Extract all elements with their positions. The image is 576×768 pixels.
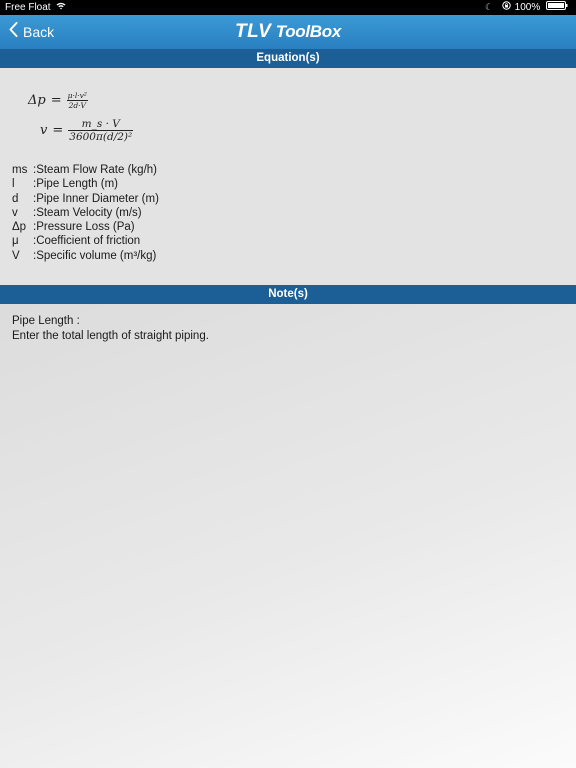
app-title-suffix: ToolBox <box>271 22 342 41</box>
variable-description: :Pressure Loss (Pa) <box>33 221 135 234</box>
status-left <box>5 0 66 15</box>
formula-lhs: v <box>40 123 48 138</box>
formula-fraction <box>68 118 133 143</box>
note-title: Pipe Length : <box>12 315 80 327</box>
equation-panel <box>0 68 576 285</box>
formula-lhs: Δp <box>28 93 46 108</box>
formula-equals: = <box>50 93 62 108</box>
notes-panel <box>0 304 576 768</box>
variable-description: :Steam Flow Rate (kg/h) <box>33 164 157 176</box>
variable-symbol: l <box>12 178 15 191</box>
list-item <box>12 163 159 177</box>
back-label: Back <box>23 24 55 40</box>
note-body: Enter the total length of straight piping. <box>12 329 209 342</box>
list-item <box>12 177 159 191</box>
list-item <box>12 206 159 220</box>
battery-percent: 100% <box>514 2 541 14</box>
list-item <box>12 234 159 248</box>
formula-numerator: μ·l·v² <box>67 91 87 100</box>
brand-logo: TLV <box>234 21 272 42</box>
status-bar <box>0 0 576 15</box>
equations-header: Equation(s) <box>0 49 576 68</box>
variable-description: :Pipe Length (m) <box>33 178 119 191</box>
list-item <box>12 220 159 234</box>
variable-description: :Steam Velocity (m/s) <box>33 206 142 219</box>
wifi-icon <box>56 0 66 15</box>
variable-symbol: d <box>12 192 19 205</box>
formula-denominator: 3600π(d/2)² <box>69 131 133 143</box>
formula-fraction <box>67 91 88 110</box>
variable-description: :Specific volume (m³/kg) <box>33 249 157 262</box>
app-title <box>0 15 576 49</box>
variable-symbol: Δp <box>12 221 27 234</box>
variable-symbol: V <box>12 249 20 262</box>
variable-description: :Pipe Inner Diameter (m) <box>33 192 159 205</box>
velocity-formula <box>40 118 133 143</box>
list-item <box>12 249 159 263</box>
carrier-name: Free Float <box>5 2 51 14</box>
moon-icon: ☾ <box>485 2 494 13</box>
battery-icon <box>546 0 568 15</box>
variable-symbol: v <box>12 206 18 219</box>
pressure-loss-formula <box>28 90 88 110</box>
list-item <box>12 192 159 206</box>
rotation-lock-icon <box>502 0 511 15</box>
note-content <box>12 314 209 343</box>
navigation-bar <box>0 15 576 49</box>
formula-denominator: 2d·V <box>68 101 86 110</box>
notes-header: Note(s) <box>0 285 576 304</box>
variable-symbol: ms <box>12 164 28 176</box>
status-right <box>485 0 568 15</box>
variable-symbol: μ <box>12 235 19 248</box>
variable-list <box>12 163 159 263</box>
variable-description: :Coefficient of friction <box>33 235 141 248</box>
formula-numerator: m_s · V <box>68 118 133 131</box>
formula-equals: = <box>52 123 64 138</box>
